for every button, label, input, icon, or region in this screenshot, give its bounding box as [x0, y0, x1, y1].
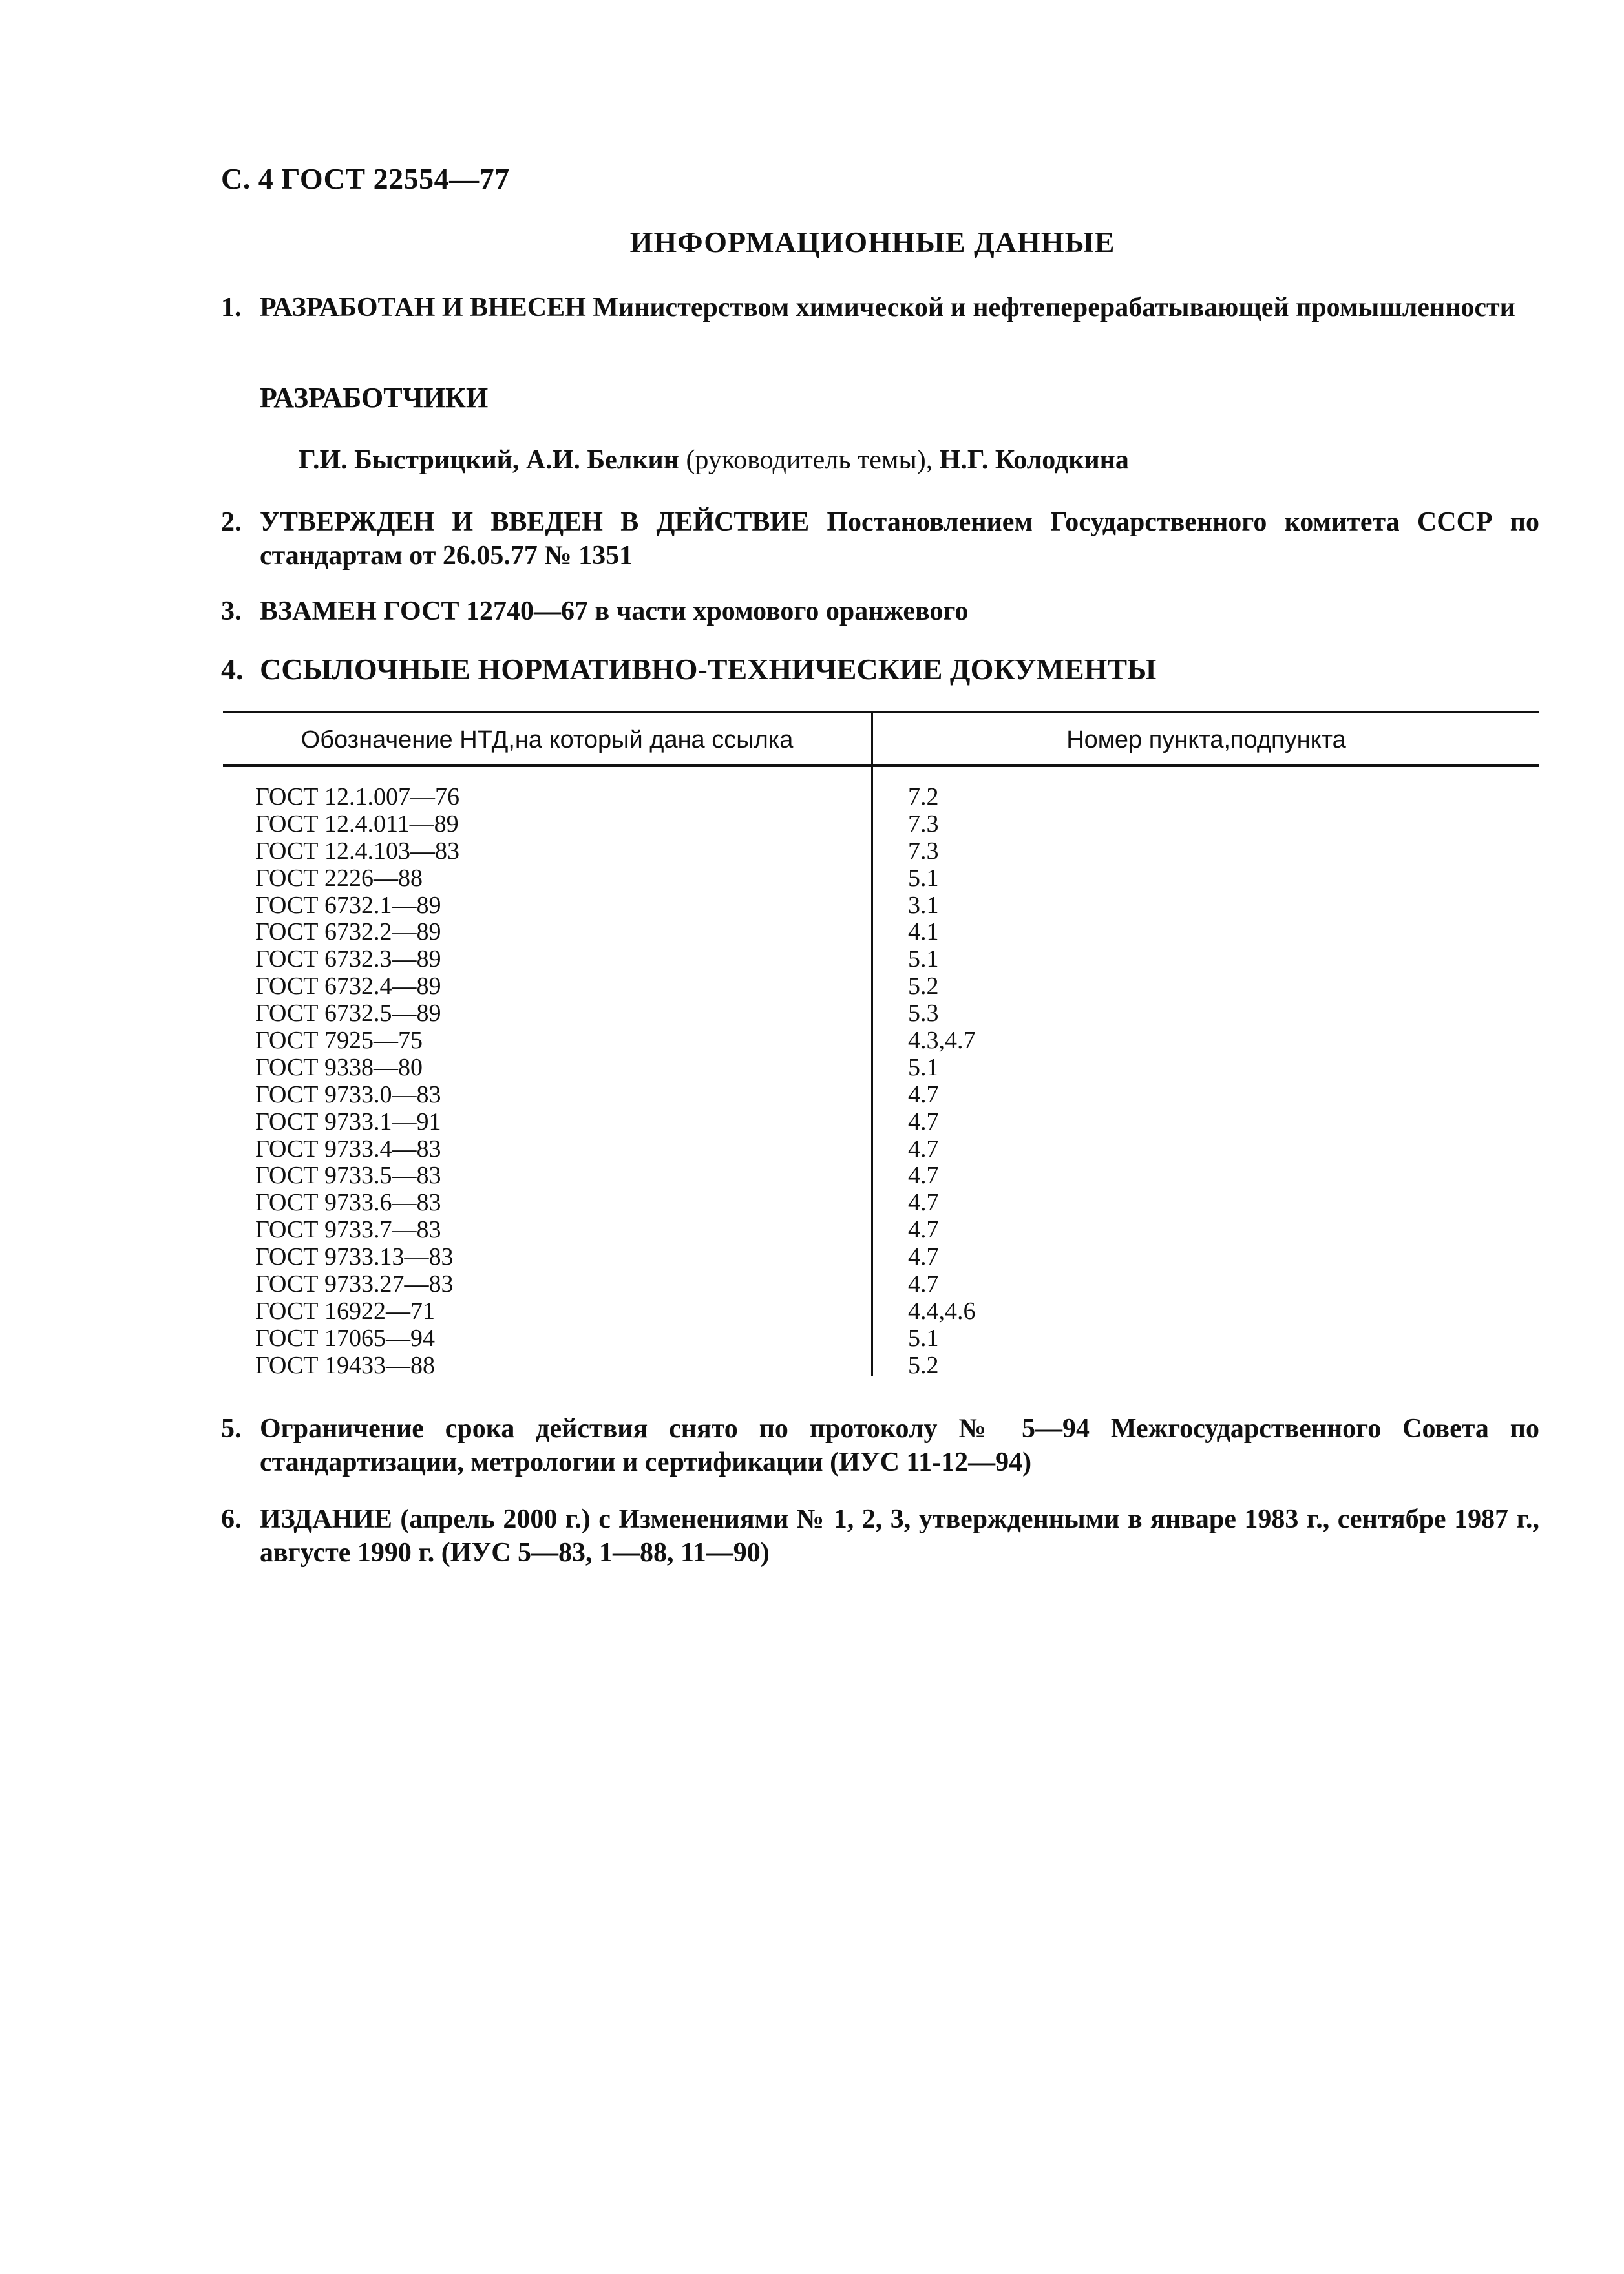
table-cell-clause: 4.7 — [908, 1108, 939, 1135]
document-title: ИНФОРМАЦИОННЫЕ ДАННЫЕ — [629, 226, 1115, 258]
developers-heading: РАЗРАБОТЧИКИ — [260, 382, 489, 414]
item-2 — [221, 505, 1539, 573]
table-cell-designation: ГОСТ 16922—71 — [255, 1297, 435, 1325]
table-cell-clause: 5.3 — [908, 1000, 939, 1027]
table-cell-designation: ГОСТ 9733.1—91 — [255, 1108, 441, 1135]
item-2-lead: УТВЕРЖДЕН И ВВЕДЕН В ДЕЙСТВИЕ — [260, 507, 810, 537]
item-3-text: ВЗАМЕН ГОСТ 12740—67 в части хромового оранжевого — [260, 596, 969, 626]
developers-names-a: Г.И. Быстрицкий, А.И. Белкин — [299, 445, 679, 475]
item-6 — [221, 1502, 1539, 1570]
table-cell-clause: 5.1 — [908, 945, 939, 973]
table-cell-clause: 4.7 — [908, 1135, 939, 1163]
item-6-text: ИЗДАНИЕ (апрель 2000 г.) с Изменениями № 1, 2, 3, утвержденными в январе 1983 г., сентябре 1987 г., августе 1990 г. (ИУС 5—83, 1—88, 11—90) — [260, 1504, 1539, 1568]
table-cell-clause: 4.7 — [908, 1162, 939, 1190]
item-1-number: 1. — [221, 293, 242, 322]
table-cell-designation: ГОСТ 19433—88 — [255, 1351, 435, 1379]
table-cell-designation: ГОСТ 12.1.007—76 — [255, 783, 459, 810]
table-cell-clause: 4.7 — [908, 1189, 939, 1217]
table-cell-designation: ГОСТ 9733.13—83 — [255, 1243, 454, 1271]
table-cell-clause: 5.1 — [908, 1053, 939, 1081]
table-top-rule — [223, 711, 1539, 713]
item-1-text: Министерством химической и нефтеперерабатывающей промышленности — [593, 293, 1515, 322]
table-cell-clause: 4.7 — [908, 1270, 939, 1298]
table-cell-clause: 5.2 — [908, 973, 939, 1000]
table-cell-designation: ГОСТ 6732.4—89 — [255, 973, 441, 1000]
table-cell-designation: ГОСТ 6732.5—89 — [255, 1000, 441, 1027]
table-header-clause: Номер пункта,подпункта — [1066, 726, 1346, 753]
item-3 — [221, 595, 1539, 628]
table-cell-clause: 4.1 — [908, 918, 939, 946]
table-cell-designation: ГОСТ 9733.4—83 — [255, 1135, 441, 1163]
item-4-text: ССЫЛОЧНЫЕ НОРМАТИВНО-ТЕХНИЧЕСКИЕ ДОКУМЕНТЫ — [260, 653, 1157, 686]
table-cell-clause: 4.3,4.7 — [908, 1027, 976, 1055]
item-5 — [221, 1412, 1539, 1479]
table-cell-designation: ГОСТ 6732.1—89 — [255, 891, 441, 919]
table-cell-designation: ГОСТ 17065—94 — [255, 1324, 435, 1352]
table-cell-clause: 4.4,4.6 — [908, 1297, 976, 1325]
table-column-divider — [871, 711, 873, 1376]
item-4-number: 4. — [221, 653, 244, 686]
item-3-number: 3. — [221, 596, 242, 626]
table-cell-clause: 4.7 — [908, 1243, 939, 1271]
page-header: С. 4 ГОСТ 22554—77 — [221, 162, 510, 195]
table-cell-designation: ГОСТ 9733.5—83 — [255, 1162, 441, 1190]
table-cell-designation: ГОСТ 12.4.103—83 — [255, 837, 459, 865]
table-cell-designation: ГОСТ 6732.2—89 — [255, 918, 441, 946]
designation-column — [255, 784, 459, 1380]
table-cell-designation: ГОСТ 12.4.011—89 — [255, 810, 459, 837]
clause-column — [908, 784, 976, 1380]
developers-line — [299, 445, 1129, 476]
table-cell-clause: 4.7 — [908, 1080, 939, 1108]
table-cell-designation: ГОСТ 6732.3—89 — [255, 945, 441, 973]
table-cell-clause: 5.1 — [908, 864, 939, 892]
item-2-number: 2. — [221, 507, 242, 537]
table-cell-clause: 5.2 — [908, 1351, 939, 1379]
table-cell-designation: ГОСТ 7925—75 — [255, 1027, 423, 1055]
table-cell-clause: 4.7 — [908, 1216, 939, 1244]
item-1-lead: РАЗРАБОТАН И ВНЕСЕН — [260, 293, 586, 322]
table-cell-clause: 7.2 — [908, 783, 939, 810]
table-cell-designation: ГОСТ 9733.0—83 — [255, 1080, 441, 1108]
table-cell-clause: 5.1 — [908, 1324, 939, 1352]
item-5-number: 5. — [221, 1414, 242, 1444]
developers-names-b: Н.Г. Колодкина — [939, 445, 1129, 475]
table-cell-designation: ГОСТ 9338—80 — [255, 1053, 423, 1081]
table-cell-clause: 7.3 — [908, 837, 939, 865]
item-2-text: Постановлением Государственного комитета СССР по стандартам от 26.05.77 № 1351 — [260, 507, 1540, 571]
table-cell-designation: ГОСТ 9733.6—83 — [255, 1189, 441, 1217]
item-4 — [221, 653, 1539, 686]
item-5-text: Ограничение срока действия снято по протоколу № 5—94 Межгосударственного Совета по стандартизации, метрологии и сертификации (ИУС 11-12—94) — [260, 1414, 1539, 1477]
developers-role: (руководитель темы), — [686, 445, 933, 475]
table-header-rule — [223, 764, 1539, 767]
table-cell-designation: ГОСТ 2226—88 — [255, 864, 423, 892]
references-table — [223, 711, 1539, 1380]
table-cell-clause: 7.3 — [908, 810, 939, 837]
item-1 — [221, 291, 1539, 324]
item-6-number: 6. — [221, 1504, 242, 1534]
table-cell-clause: 3.1 — [908, 891, 939, 919]
table-header-designation: Обозначение НТД,на который дана ссылка — [301, 726, 794, 753]
table-cell-designation: ГОСТ 9733.7—83 — [255, 1216, 441, 1244]
table-cell-designation: ГОСТ 9733.27—83 — [255, 1270, 454, 1298]
